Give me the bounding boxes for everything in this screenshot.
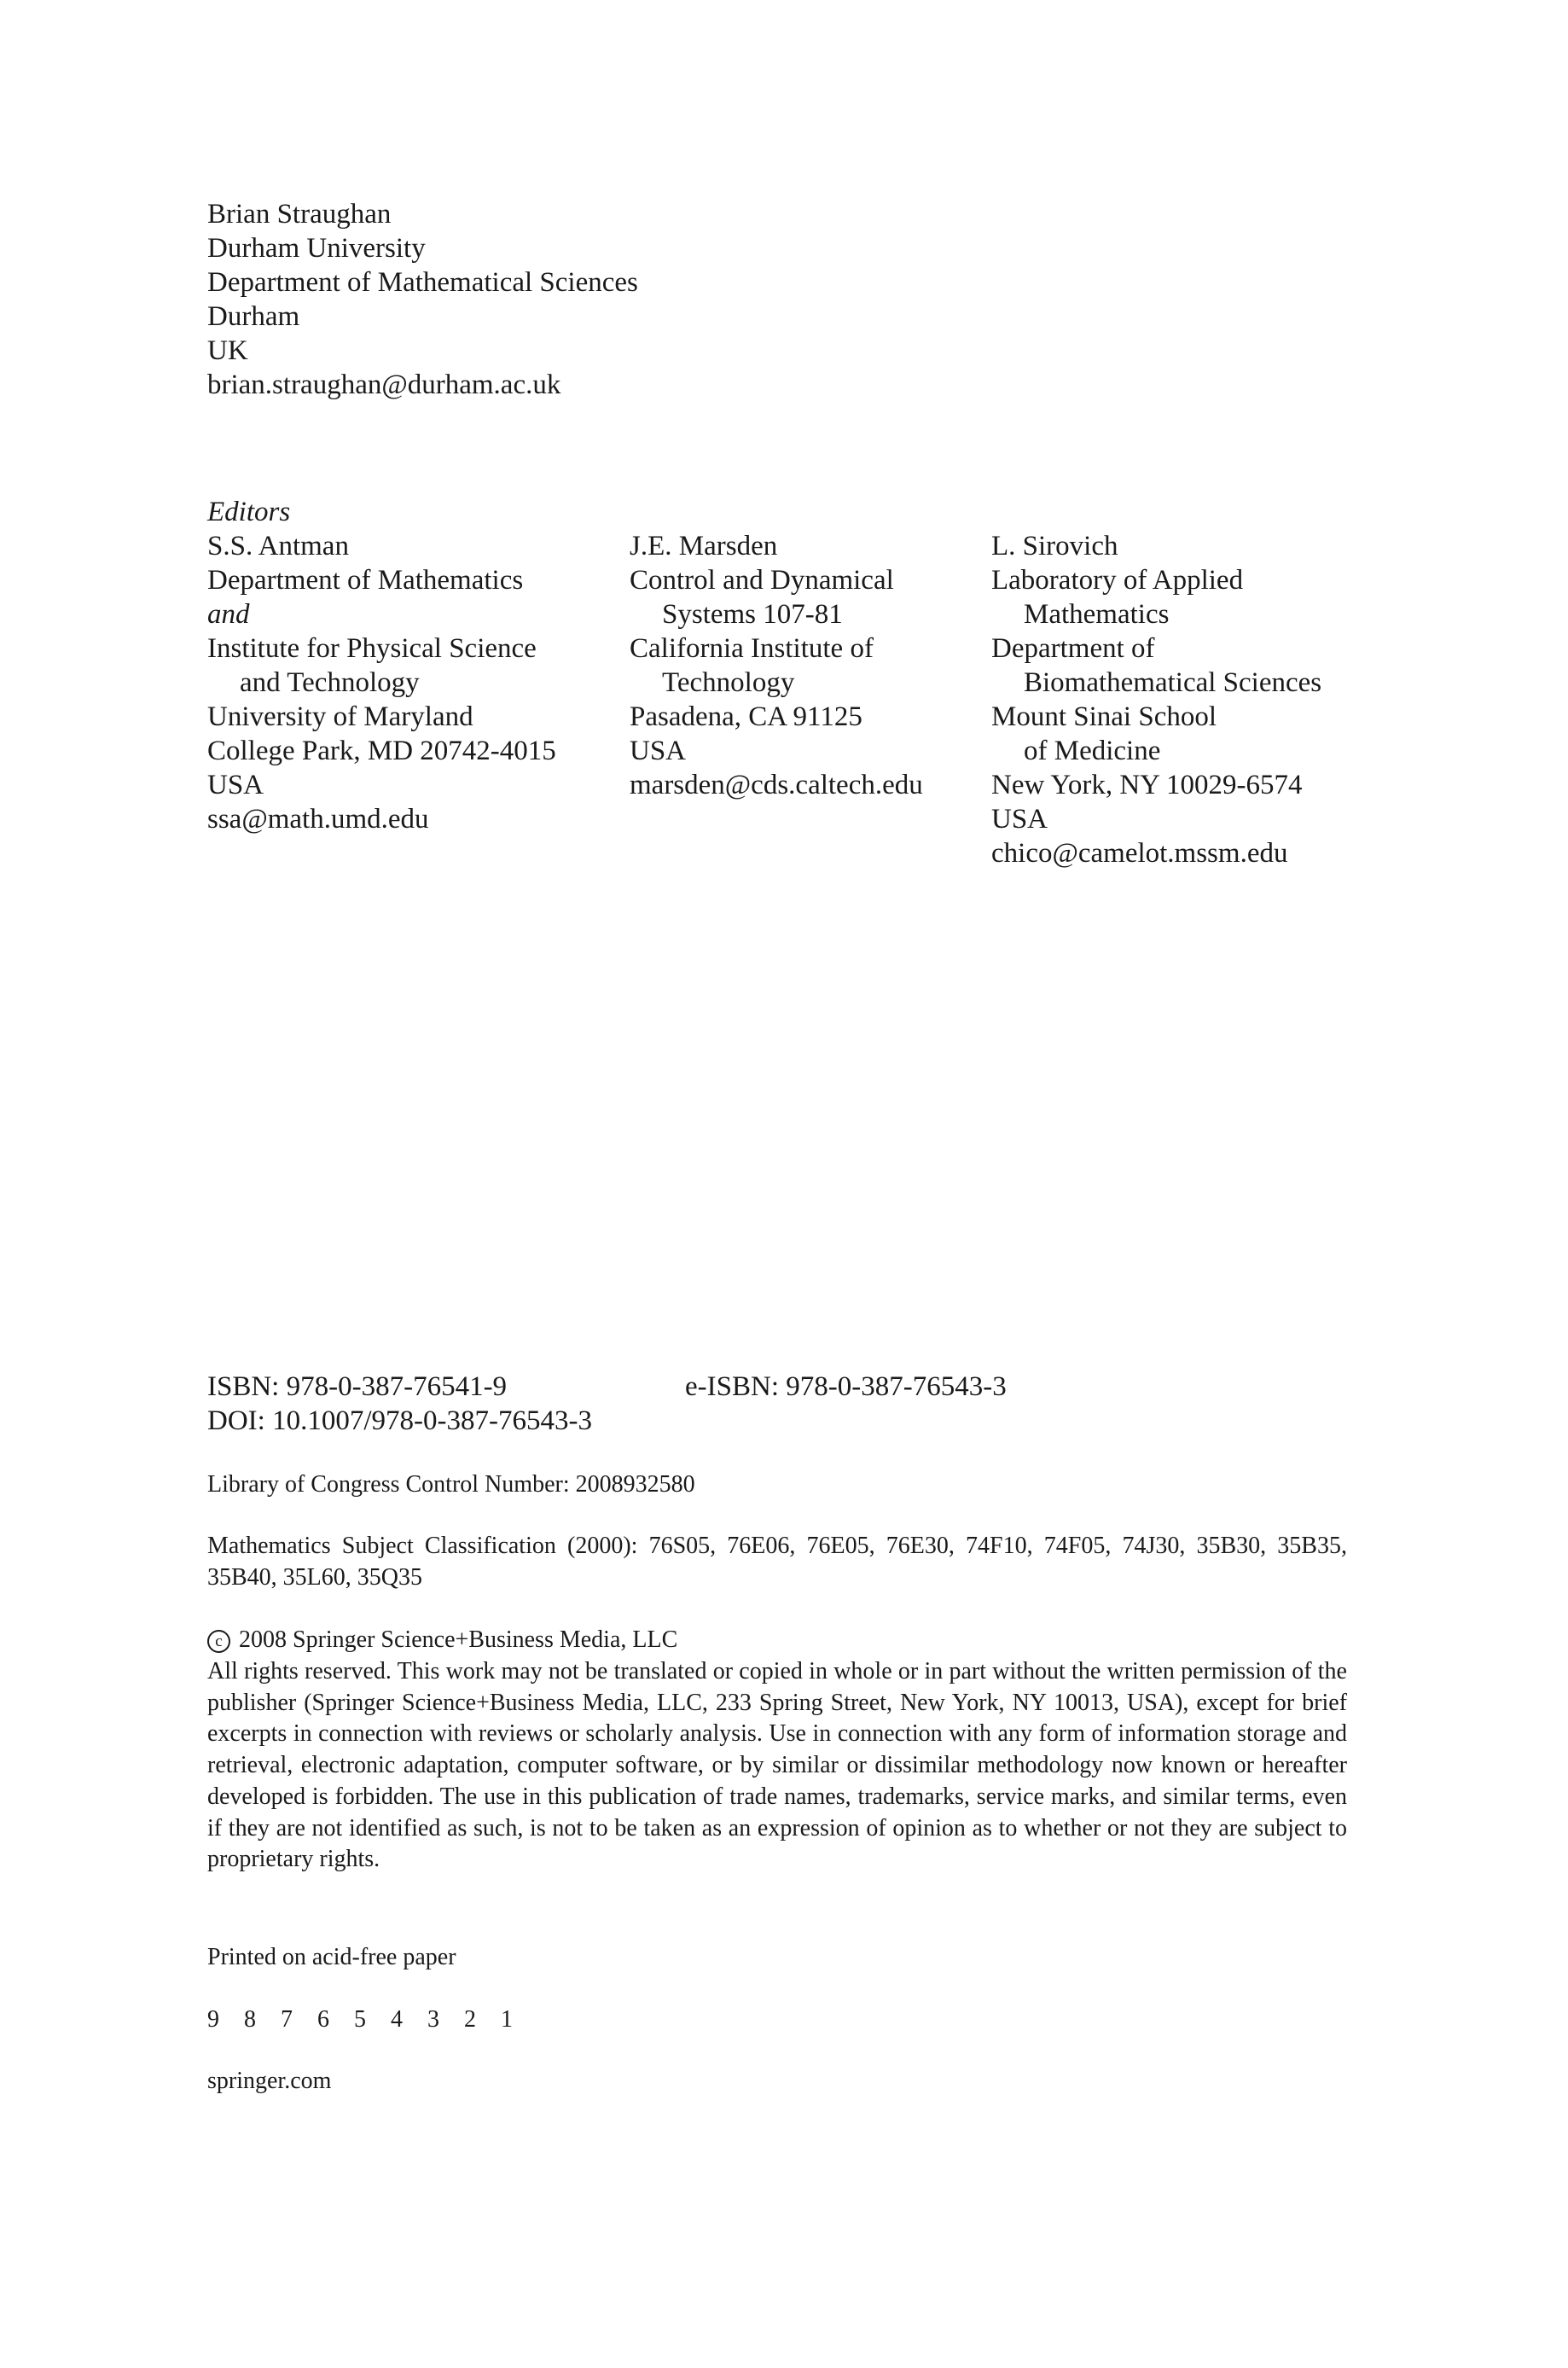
author-address [207, 197, 638, 402]
editor-email: marsden@cds.caltech.edu [630, 770, 923, 800]
editor-inst-1: California Institute of [630, 633, 874, 664]
author-country: UK [207, 335, 248, 366]
editor-university: University of Maryland [207, 701, 473, 732]
editor-country: USA [991, 804, 1048, 835]
editor-lab-2: Mathematics [1024, 599, 1170, 630]
author-name: Brian Straughan [207, 199, 392, 230]
editor-city: Pasadena, CA 91125 [630, 701, 862, 732]
copyright-line [207, 1625, 1347, 1656]
editor-lab-1: Laboratory of Applied [991, 565, 1244, 596]
author-university: Durham University [207, 233, 426, 264]
editor-and: and [207, 599, 250, 630]
print-line: 9 8 7 6 5 4 3 2 1 [207, 2006, 522, 2033]
author-email: brian.straughan@durham.ac.uk [207, 369, 561, 400]
editor-email: chico@camelot.mssm.edu [991, 838, 1288, 869]
doi: DOI: 10.1007/978-0-387-76543-3 [207, 1405, 592, 1436]
editor-country: USA [207, 770, 264, 800]
editor-antman [207, 529, 556, 836]
editor-name: L. Sirovich [991, 531, 1118, 561]
editor-school-2: of Medicine [1024, 736, 1161, 766]
lccn: Library of Congress Control Number: 2008932580 [207, 1471, 695, 1498]
editor-city: College Park, MD 20742-4015 [207, 736, 556, 766]
editor-name: J.E. Marsden [630, 531, 778, 561]
printed-note: Printed on acid-free paper [207, 1944, 456, 1970]
author-department: Department of Mathematical Sciences [207, 267, 638, 298]
editor-dept-2: Systems 107-81 [662, 599, 843, 630]
copyright-text: 2008 Springer Science+Business Media, LLC [239, 1626, 678, 1653]
rights-statement: All rights reserved. This work may not be translated or copied in whole or in part without the written permission of the publisher (Springer Science+Business Media, LLC, 233 Spring Street, New York, NY 10013, USA), except for brief excerpts in connection with reviews or scholarly analysis. Use in connection with any form of information storage and retrieval, electronic adaptation, computer software, or by similar or dissimilar methodology now known or hereafter developed is forbidden. The use in this publication of trade names, trademarks, service marks, and similar terms, even if they are not identified as such, is not to be taken as an expression of opinion as to whether or not they are subject to proprietary rights. [207, 1658, 1347, 1873]
copyright-icon: c [207, 1630, 230, 1653]
editors-heading: Editors [207, 497, 291, 527]
editor-inst-2: Technology [662, 667, 795, 698]
e-isbn: e-ISBN: 978-0-387-76543-3 [685, 1371, 1007, 1402]
editor-dept-2: Biomathematical Sciences [1024, 667, 1322, 698]
editor-country: USA [630, 736, 687, 766]
editor-sirovich [991, 529, 1321, 870]
editor-name: S.S. Antman [207, 531, 349, 561]
isbn: ISBN: 978-0-387-76541-9 [207, 1371, 508, 1402]
editor-marsden [630, 529, 923, 802]
editor-dept-1: Control and Dynamical [630, 565, 894, 596]
editor-city: New York, NY 10029-6574 [991, 770, 1303, 800]
editor-school-1: Mount Sinai School [991, 701, 1217, 732]
subject-classification: Mathematics Subject Classification (2000): 76S05, 76E06, 76E05, 76E30, 74F10, 74F05, 74J30, 35B30, 35B35, 35B40, 35L60, 35Q35 [207, 1533, 1347, 1591]
publisher-website: springer.com [207, 2068, 332, 2094]
editor-dept-1: Department of [991, 633, 1155, 664]
editor-email: ssa@math.umd.edu [207, 804, 429, 835]
editor-inst-1: Institute for Physical Science [207, 633, 537, 664]
editor-dept: Department of Mathematics [207, 565, 524, 596]
editor-inst-2: and Technology [240, 667, 420, 698]
author-city: Durham [207, 301, 300, 332]
